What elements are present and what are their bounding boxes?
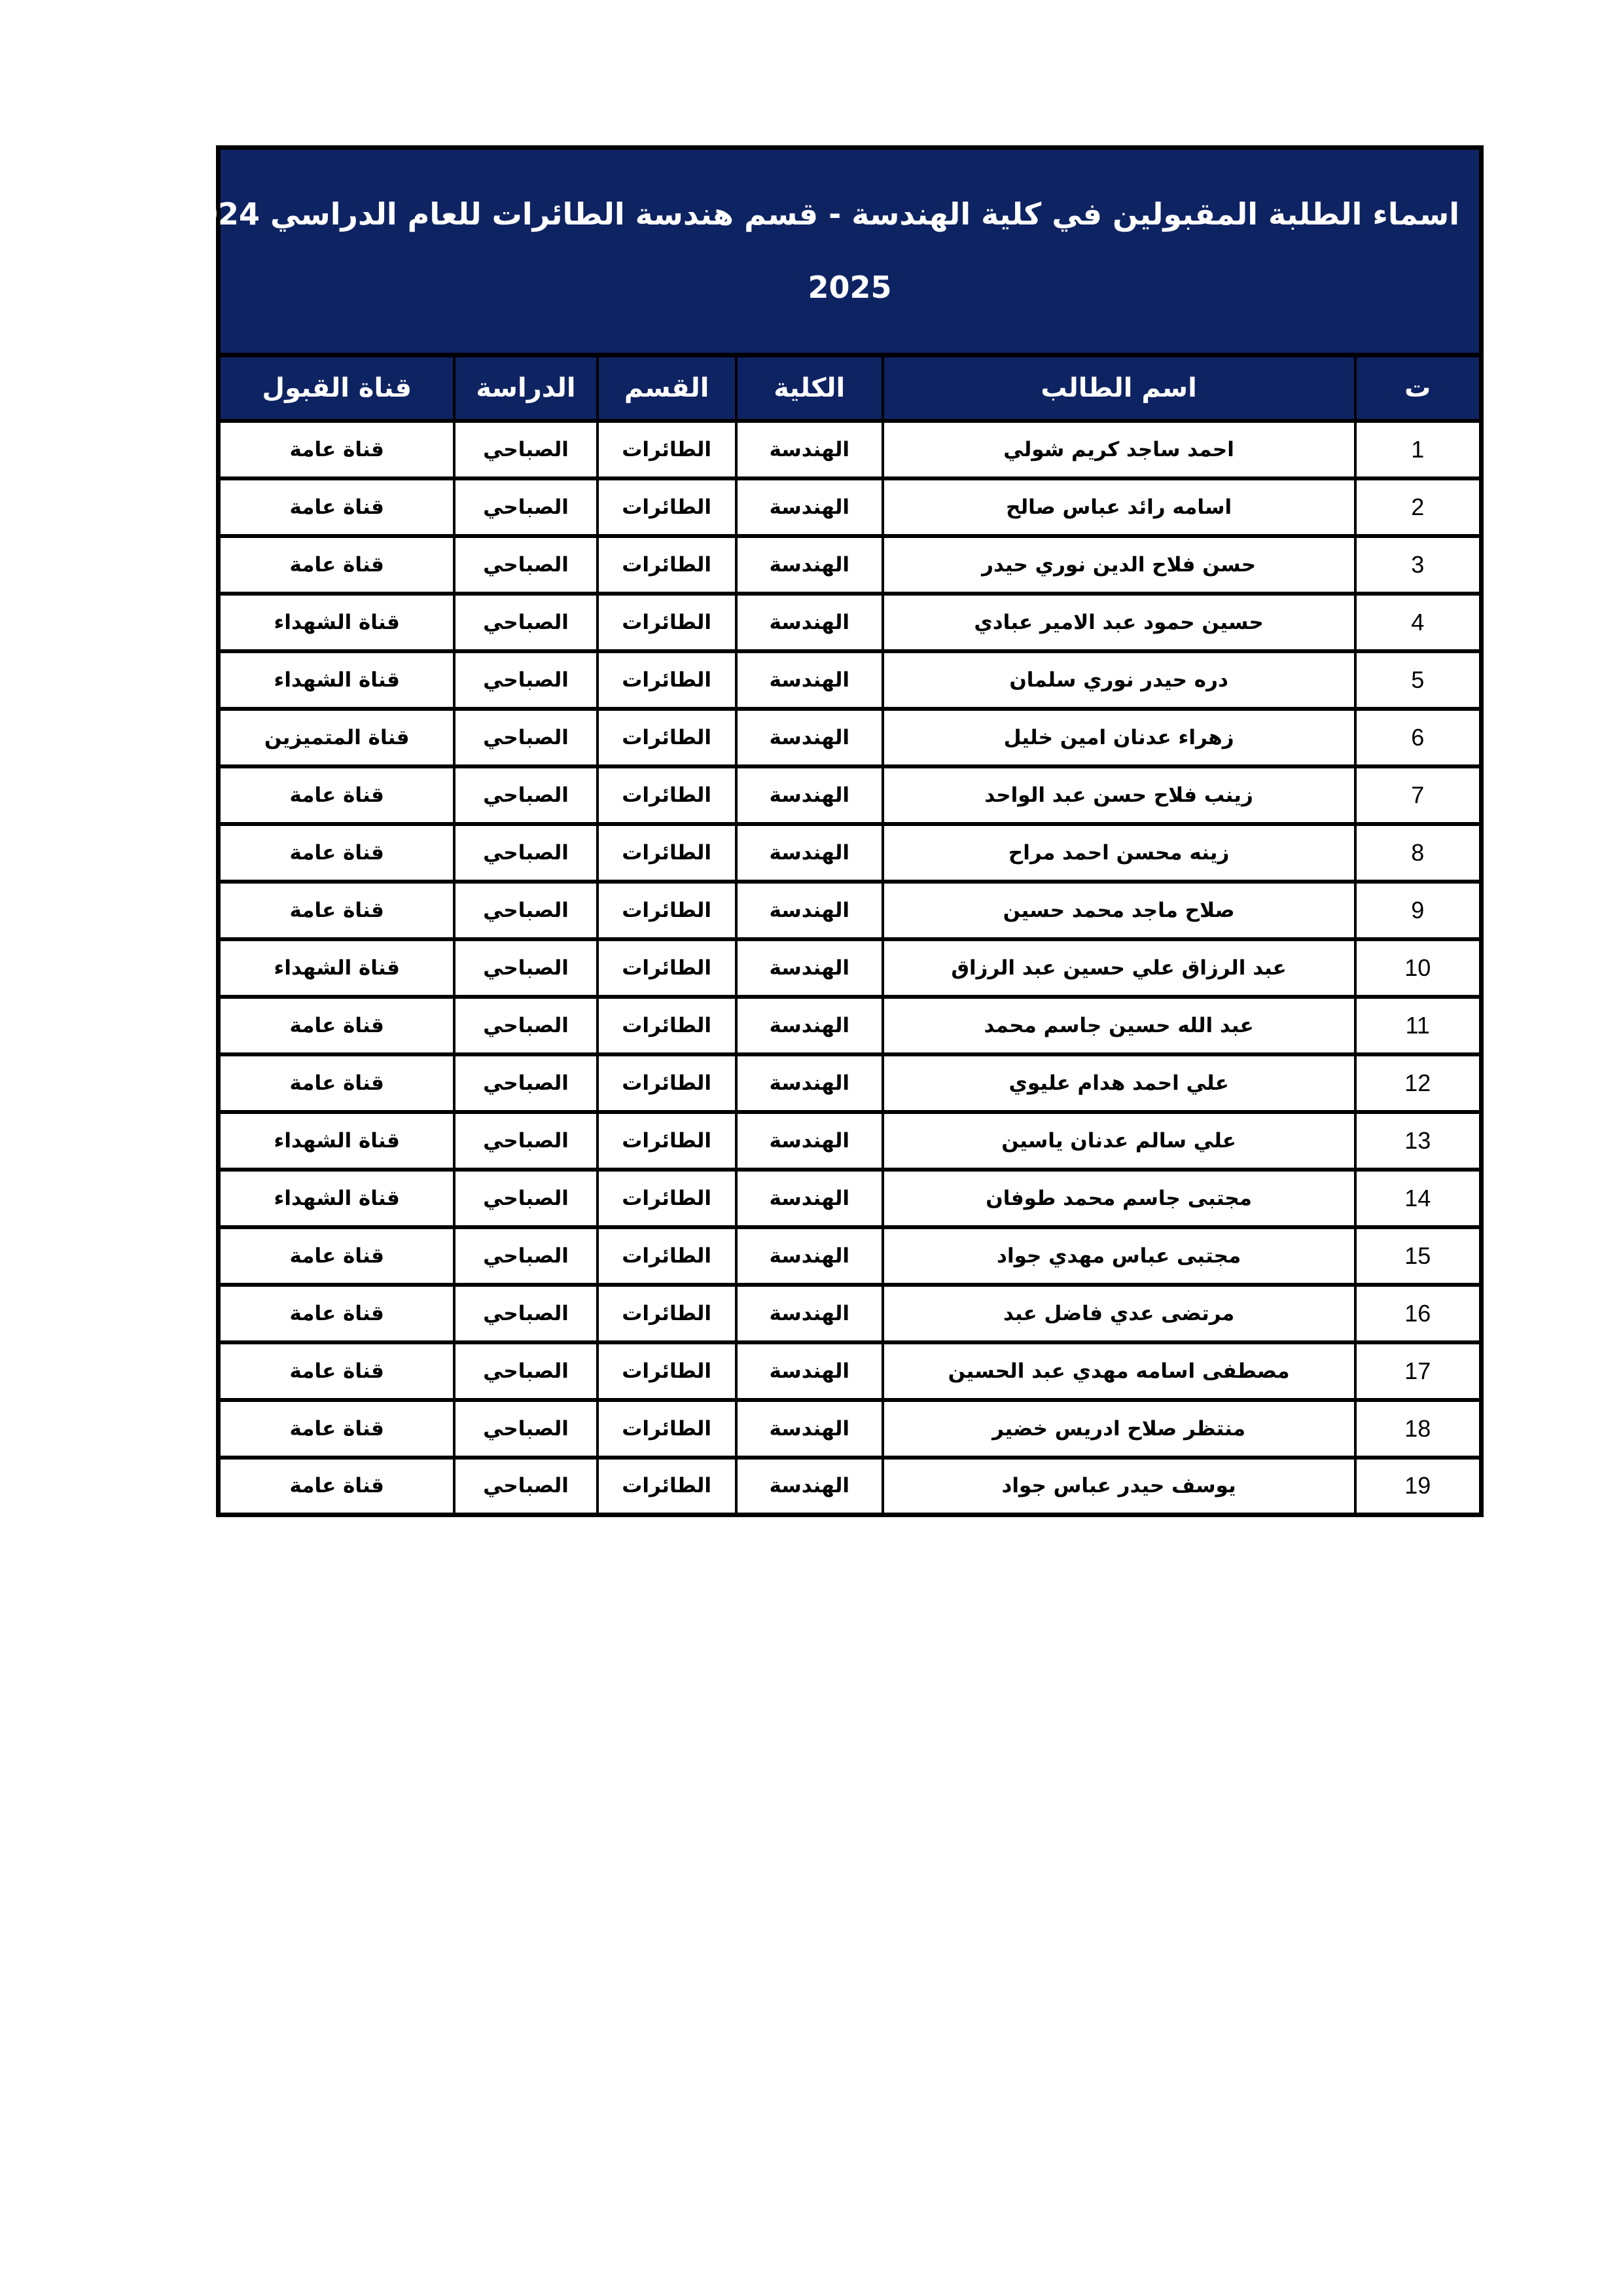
cell-index: 7 xyxy=(1355,766,1482,824)
cell-name: يوسف حيدر عباس جواد xyxy=(883,1458,1355,1515)
cell-index: 16 xyxy=(1355,1285,1482,1342)
cell-channel: قناة عامة xyxy=(219,478,455,536)
cell-name: مجتبى عباس مهدي جواد xyxy=(883,1227,1355,1285)
cell-name: زينب فلاح حسن عبد الواحد xyxy=(883,766,1355,824)
table-row xyxy=(219,939,1482,997)
cell-study: الصباحي xyxy=(454,1227,597,1285)
table-row xyxy=(219,651,1482,709)
cell-channel: قناة عامة xyxy=(219,1227,455,1285)
cell-index: 12 xyxy=(1355,1054,1482,1112)
cell-channel: قناة عامة xyxy=(219,421,455,478)
cell-department: الطائرات xyxy=(597,478,736,536)
cell-index: 3 xyxy=(1355,536,1482,594)
cell-channel: قناة المتميزين xyxy=(219,709,455,766)
cell-department: الطائرات xyxy=(597,1112,736,1170)
table-row xyxy=(219,1342,1482,1400)
cell-channel: قناة الشهداء xyxy=(219,1112,455,1170)
cell-channel: قناة الشهداء xyxy=(219,939,455,997)
cell-index: 17 xyxy=(1355,1342,1482,1400)
cell-department: الطائرات xyxy=(597,1170,736,1227)
students-table xyxy=(216,353,1484,1517)
table-row xyxy=(219,824,1482,882)
cell-department: الطائرات xyxy=(597,1458,736,1515)
cell-name: زهراء عدنان امين خليل xyxy=(883,709,1355,766)
admissions-document xyxy=(163,145,1484,1517)
cell-study: الصباحي xyxy=(454,1170,597,1227)
cell-college: الهندسة xyxy=(736,709,883,766)
title-banner xyxy=(163,145,1484,353)
table-row xyxy=(219,1227,1482,1285)
cell-name: مصطفى اسامه مهدي عبد الحسين xyxy=(883,1342,1355,1400)
cell-college: الهندسة xyxy=(736,1170,883,1227)
cell-department: الطائرات xyxy=(597,824,736,882)
cell-college: الهندسة xyxy=(736,1400,883,1458)
cell-channel: قناة عامة xyxy=(219,1285,455,1342)
cell-department: الطائرات xyxy=(597,594,736,651)
cell-index: 6 xyxy=(1355,709,1482,766)
cell-college: الهندسة xyxy=(736,536,883,594)
cell-college: الهندسة xyxy=(736,594,883,651)
cell-name: زينه محسن احمد مراح xyxy=(883,824,1355,882)
cell-channel: قناة الشهداء xyxy=(219,1170,455,1227)
cell-department: الطائرات xyxy=(597,766,736,824)
cell-study: الصباحي xyxy=(454,594,597,651)
cell-channel: قناة عامة xyxy=(219,536,455,594)
cell-index: 5 xyxy=(1355,651,1482,709)
cell-department: الطائرات xyxy=(597,1054,736,1112)
cell-department: الطائرات xyxy=(597,651,736,709)
table-row xyxy=(219,882,1482,939)
cell-study: الصباحي xyxy=(454,882,597,939)
cell-study: الصباحي xyxy=(454,421,597,478)
cell-college: الهندسة xyxy=(736,1054,883,1112)
cell-channel: قناة عامة xyxy=(219,1342,455,1400)
cell-name: علي سالم عدنان ياسين xyxy=(883,1112,1355,1170)
cell-college: الهندسة xyxy=(736,766,883,824)
cell-study: الصباحي xyxy=(454,1054,597,1112)
table-row xyxy=(219,997,1482,1054)
cell-name: اسامه رائد عباس صالح xyxy=(883,478,1355,536)
cell-index: 15 xyxy=(1355,1227,1482,1285)
cell-index: 11 xyxy=(1355,997,1482,1054)
cell-name: عبد الرزاق علي حسين عبد الرزاق xyxy=(883,939,1355,997)
cell-name: صلاح ماجد محمد حسين xyxy=(883,882,1355,939)
cell-study: الصباحي xyxy=(454,478,597,536)
cell-study: الصباحي xyxy=(454,1400,597,1458)
table-row xyxy=(219,1285,1482,1342)
cell-study: الصباحي xyxy=(454,1458,597,1515)
cell-index: 13 xyxy=(1355,1112,1482,1170)
cell-study: الصباحي xyxy=(454,709,597,766)
cell-college: الهندسة xyxy=(736,824,883,882)
cell-college: الهندسة xyxy=(736,651,883,709)
cell-name: علي احمد هدام عليوي xyxy=(883,1054,1355,1112)
cell-college: الهندسة xyxy=(736,1285,883,1342)
cell-college: الهندسة xyxy=(736,882,883,939)
cell-name: مرتضى عدي فاضل عبد xyxy=(883,1285,1355,1342)
title-line-2: 2025 xyxy=(808,270,892,305)
cell-study: الصباحي xyxy=(454,997,597,1054)
table-row xyxy=(219,421,1482,478)
cell-study: الصباحي xyxy=(454,651,597,709)
cell-college: الهندسة xyxy=(736,1342,883,1400)
table-row xyxy=(219,1458,1482,1515)
cell-study: الصباحي xyxy=(454,1285,597,1342)
cell-index: 19 xyxy=(1355,1458,1482,1515)
table-row xyxy=(219,1170,1482,1227)
cell-college: الهندسة xyxy=(736,1458,883,1515)
cell-channel: قناة الشهداء xyxy=(219,651,455,709)
cell-study: الصباحي xyxy=(454,939,597,997)
table-row xyxy=(219,1112,1482,1170)
cell-channel: قناة عامة xyxy=(219,882,455,939)
cell-department: الطائرات xyxy=(597,1342,736,1400)
table-row xyxy=(219,709,1482,766)
table-row xyxy=(219,1400,1482,1458)
table-row xyxy=(219,478,1482,536)
cell-channel: قناة عامة xyxy=(219,997,455,1054)
cell-college: الهندسة xyxy=(736,1112,883,1170)
cell-college: الهندسة xyxy=(736,1227,883,1285)
cell-name: احمد ساجد كريم شولي xyxy=(883,421,1355,478)
cell-department: الطائرات xyxy=(597,709,736,766)
cell-name: مجتبى جاسم محمد طوفان xyxy=(883,1170,1355,1227)
cell-name: منتظر صلاح ادريس خضير xyxy=(883,1400,1355,1458)
cell-index: 14 xyxy=(1355,1170,1482,1227)
cell-index: 2 xyxy=(1355,478,1482,536)
cell-channel: قناة عامة xyxy=(219,1054,455,1112)
cell-department: الطائرات xyxy=(597,882,736,939)
cell-channel: قناة عامة xyxy=(219,1400,455,1458)
cell-name: دره حيدر نوري سلمان xyxy=(883,651,1355,709)
cell-index: 4 xyxy=(1355,594,1482,651)
cell-index: 1 xyxy=(1355,421,1482,478)
table-row xyxy=(219,536,1482,594)
cell-channel: قناة عامة xyxy=(219,824,455,882)
cell-channel: قناة عامة xyxy=(219,1458,455,1515)
cell-name: حسن فلاح الدين نوري حيدر xyxy=(883,536,1355,594)
cell-index: 18 xyxy=(1355,1400,1482,1458)
cell-department: الطائرات xyxy=(597,997,736,1054)
cell-study: الصباحي xyxy=(454,1342,597,1400)
col-header-department: القسم xyxy=(597,355,736,421)
title-line-1: اسماء الطلبة المقبولين في كلية الهندسة - قسم هندسة الطائرات للعام الدراسي 2024- xyxy=(163,196,1459,232)
table-row xyxy=(219,766,1482,824)
cell-college: الهندسة xyxy=(736,939,883,997)
col-header-name: اسم الطالب xyxy=(883,355,1355,421)
cell-department: الطائرات xyxy=(597,421,736,478)
cell-college: الهندسة xyxy=(736,421,883,478)
cell-department: الطائرات xyxy=(597,1285,736,1342)
cell-study: الصباحي xyxy=(454,536,597,594)
cell-study: الصباحي xyxy=(454,824,597,882)
table-row xyxy=(219,594,1482,651)
cell-index: 10 xyxy=(1355,939,1482,997)
header-row xyxy=(219,355,1482,421)
col-header-channel: قناة القبول xyxy=(219,355,455,421)
cell-name: حسين حمود عبد الامير عبادي xyxy=(883,594,1355,651)
cell-study: الصباحي xyxy=(454,766,597,824)
cell-department: الطائرات xyxy=(597,939,736,997)
cell-college: الهندسة xyxy=(736,478,883,536)
cell-index: 9 xyxy=(1355,882,1482,939)
cell-name: عبد الله حسين جاسم محمد xyxy=(883,997,1355,1054)
table-row xyxy=(219,1054,1482,1112)
col-header-index: ت xyxy=(1355,355,1482,421)
cell-study: الصباحي xyxy=(454,1112,597,1170)
cell-department: الطائرات xyxy=(597,1400,736,1458)
table-body xyxy=(219,421,1482,1515)
cell-college: الهندسة xyxy=(736,997,883,1054)
col-header-study: الدراسة xyxy=(454,355,597,421)
cell-department: الطائرات xyxy=(597,1227,736,1285)
cell-channel: قناة عامة xyxy=(219,766,455,824)
col-header-college: الكلية xyxy=(736,355,883,421)
cell-department: الطائرات xyxy=(597,536,736,594)
cell-index: 8 xyxy=(1355,824,1482,882)
cell-channel: قناة الشهداء xyxy=(219,594,455,651)
